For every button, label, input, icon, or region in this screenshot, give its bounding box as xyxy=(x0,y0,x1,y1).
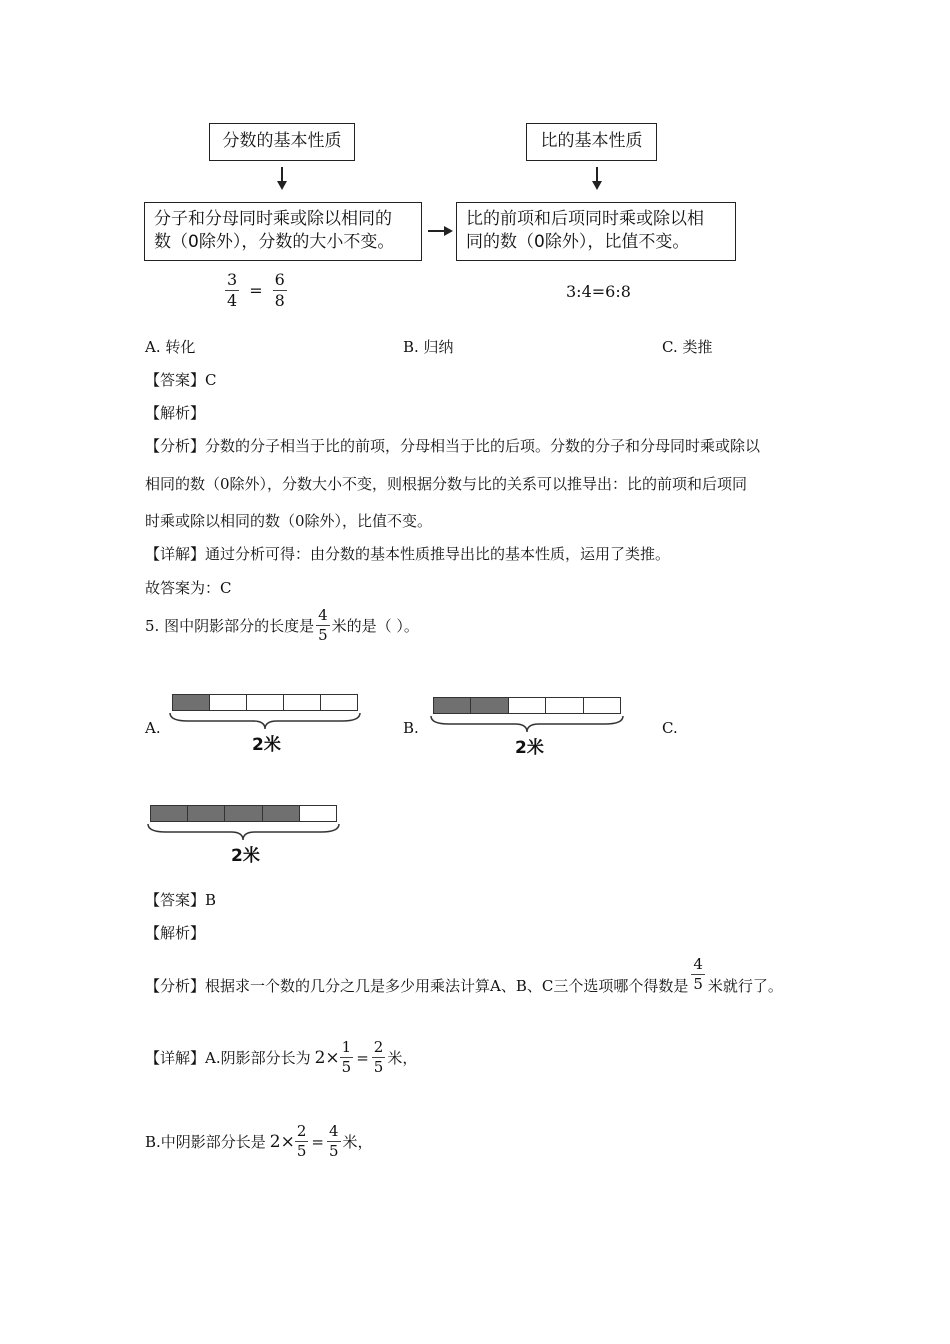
right-example: 3:4=6:8 xyxy=(566,282,631,301)
fraction-numerator: 1 xyxy=(341,1038,352,1056)
left-example xyxy=(225,272,287,309)
fraction-denominator: 5 xyxy=(373,1058,384,1076)
left-down-arrow-icon xyxy=(281,167,283,182)
q5-detail-b-pre: B.中阴影部分长是 xyxy=(145,1133,266,1151)
q5-detail-b-eq: = xyxy=(311,1132,324,1151)
q5-detail-a-whole: 2× xyxy=(314,1047,340,1068)
q4-analysis-line2: 相同的数（0除外），分数大小不变，则根据分数与比的关系可以推导出：比的前项和后项同 xyxy=(145,475,748,493)
right-down-arrowhead-icon xyxy=(592,181,602,190)
bar-segment xyxy=(188,806,225,821)
fraction-numerator: 2 xyxy=(373,1038,384,1056)
fraction-denominator: 8 xyxy=(274,291,285,310)
fraction-denominator: 5 xyxy=(693,975,703,993)
bar-segment xyxy=(247,695,284,710)
q5-stem xyxy=(145,608,419,643)
q4-option-b: B. 归纳 xyxy=(403,338,454,356)
fraction-numerator: 3 xyxy=(227,270,238,289)
right-down-arrow-icon xyxy=(596,167,598,182)
brace-c-icon xyxy=(146,822,341,842)
q4-analysis-line1: 【分析】分数的分子相当于比的前项，分母相当于比的后项。分数的分子和分母同时乘或除以 xyxy=(145,437,761,455)
bar-a xyxy=(172,694,358,711)
q5-detail-a xyxy=(145,1040,417,1075)
q5-detail-b-post: 米， xyxy=(342,1133,373,1151)
q4-analysis-line3: 时乘或除以相同的数（0除外），比值不变。 xyxy=(145,512,433,530)
left-body-line2: 数（0除外），分数的大小不变。 xyxy=(154,232,395,252)
right-body-line2: 同的数（0除外），比值不变。 xyxy=(466,232,690,252)
right-title-box xyxy=(526,123,657,161)
q5-detail-a-eq: = xyxy=(356,1048,369,1067)
q5-stem-post: 米的是（ ）。 xyxy=(331,617,419,635)
q5-analysis-fraction xyxy=(691,957,705,992)
bar-segment xyxy=(300,806,336,821)
bar-segment xyxy=(471,698,508,713)
fraction-numerator: 6 xyxy=(274,270,285,289)
left-down-arrowhead-icon xyxy=(277,181,287,190)
brace-b-icon xyxy=(429,714,625,734)
q5-detail-a-pre: 【详解】A.阴影部分长为 xyxy=(145,1049,311,1067)
bar-c-label: 2米 xyxy=(231,846,260,866)
bar-segment xyxy=(173,695,210,710)
q5-analysis xyxy=(145,953,783,996)
q5-analysis-pre: 【分析】根据求一个数的几分之几是多少用乘法计算A、B、C三个选项哪个得数是 xyxy=(145,977,689,995)
q5-detail-a-post: 米， xyxy=(387,1049,418,1067)
bar-a-label: 2米 xyxy=(252,735,281,755)
fraction-denominator: 5 xyxy=(296,1142,307,1160)
fraction-numerator: 4 xyxy=(318,606,328,624)
fraction-numerator: 2 xyxy=(296,1122,307,1140)
q5-analysis-post: 米就行了。 xyxy=(707,977,783,995)
q5-option-a-label: A. xyxy=(145,719,161,737)
bar-c xyxy=(150,805,337,822)
q4-analysis-label: 【解析】 xyxy=(145,404,206,422)
q5-detail-b-frac2 xyxy=(327,1124,341,1159)
bar-segment xyxy=(210,695,247,710)
left-title-box xyxy=(209,123,355,161)
bar-segment xyxy=(321,695,357,710)
fraction-denominator: 5 xyxy=(341,1058,352,1076)
right-title: 比的基本性质 xyxy=(540,131,643,151)
left-body-line1: 分子和分母同时乘或除以相同的 xyxy=(154,209,392,229)
q5-option-c-label: C. xyxy=(662,719,678,737)
fraction-3-4 xyxy=(225,272,239,309)
fraction-denominator: 5 xyxy=(328,1142,339,1160)
right-body-box xyxy=(456,202,736,261)
bar-segment xyxy=(263,806,300,821)
fraction-numerator: 4 xyxy=(328,1122,339,1140)
bar-segment xyxy=(225,806,262,821)
q4-detail: 【详解】通过分析可得：由分数的基本性质推导出比的基本性质，运用了类推。 xyxy=(145,545,671,563)
right-body-line1: 比的前项和后项同时乘或除以相 xyxy=(466,209,704,229)
fraction-denominator: 5 xyxy=(318,626,328,644)
q5-detail-b-whole: 2× xyxy=(269,1131,295,1152)
q5-detail-a-frac2 xyxy=(372,1040,386,1075)
q5-analysis-label: 【解析】 xyxy=(145,924,206,942)
q5-answer: 【答案】B xyxy=(145,891,217,909)
q4-answer: 【答案】C xyxy=(145,371,217,389)
brace-a-icon xyxy=(168,711,362,731)
bar-segment xyxy=(434,698,471,713)
equals-sign: = xyxy=(249,281,263,300)
q5-option-b-label: B. xyxy=(403,719,419,737)
fraction-6-8 xyxy=(273,272,287,309)
left-body-box xyxy=(144,202,422,261)
q5-detail-b-frac1 xyxy=(295,1124,309,1159)
bar-segment xyxy=(546,698,583,713)
bar-b-label: 2米 xyxy=(515,738,544,758)
bar-segment xyxy=(509,698,546,713)
left-title: 分数的基本性质 xyxy=(222,131,342,151)
q5-stem-fraction xyxy=(316,608,330,643)
q5-stem-pre: 5. 图中阴影部分的长度是 xyxy=(145,617,315,635)
fraction-denominator: 4 xyxy=(227,291,238,310)
bar-segment xyxy=(284,695,321,710)
bar-segment xyxy=(584,698,620,713)
right-arrowhead-icon xyxy=(444,226,453,236)
bar-b xyxy=(433,697,621,714)
bar-segment xyxy=(151,806,188,821)
q4-final: 故答案为：C xyxy=(145,579,232,597)
fraction-numerator: 4 xyxy=(693,955,703,973)
q4-option-a: A. 转化 xyxy=(145,338,196,356)
q4-option-c: C. 类推 xyxy=(662,338,713,356)
q5-detail-a-frac1 xyxy=(340,1040,354,1075)
q5-detail-b xyxy=(145,1124,373,1159)
